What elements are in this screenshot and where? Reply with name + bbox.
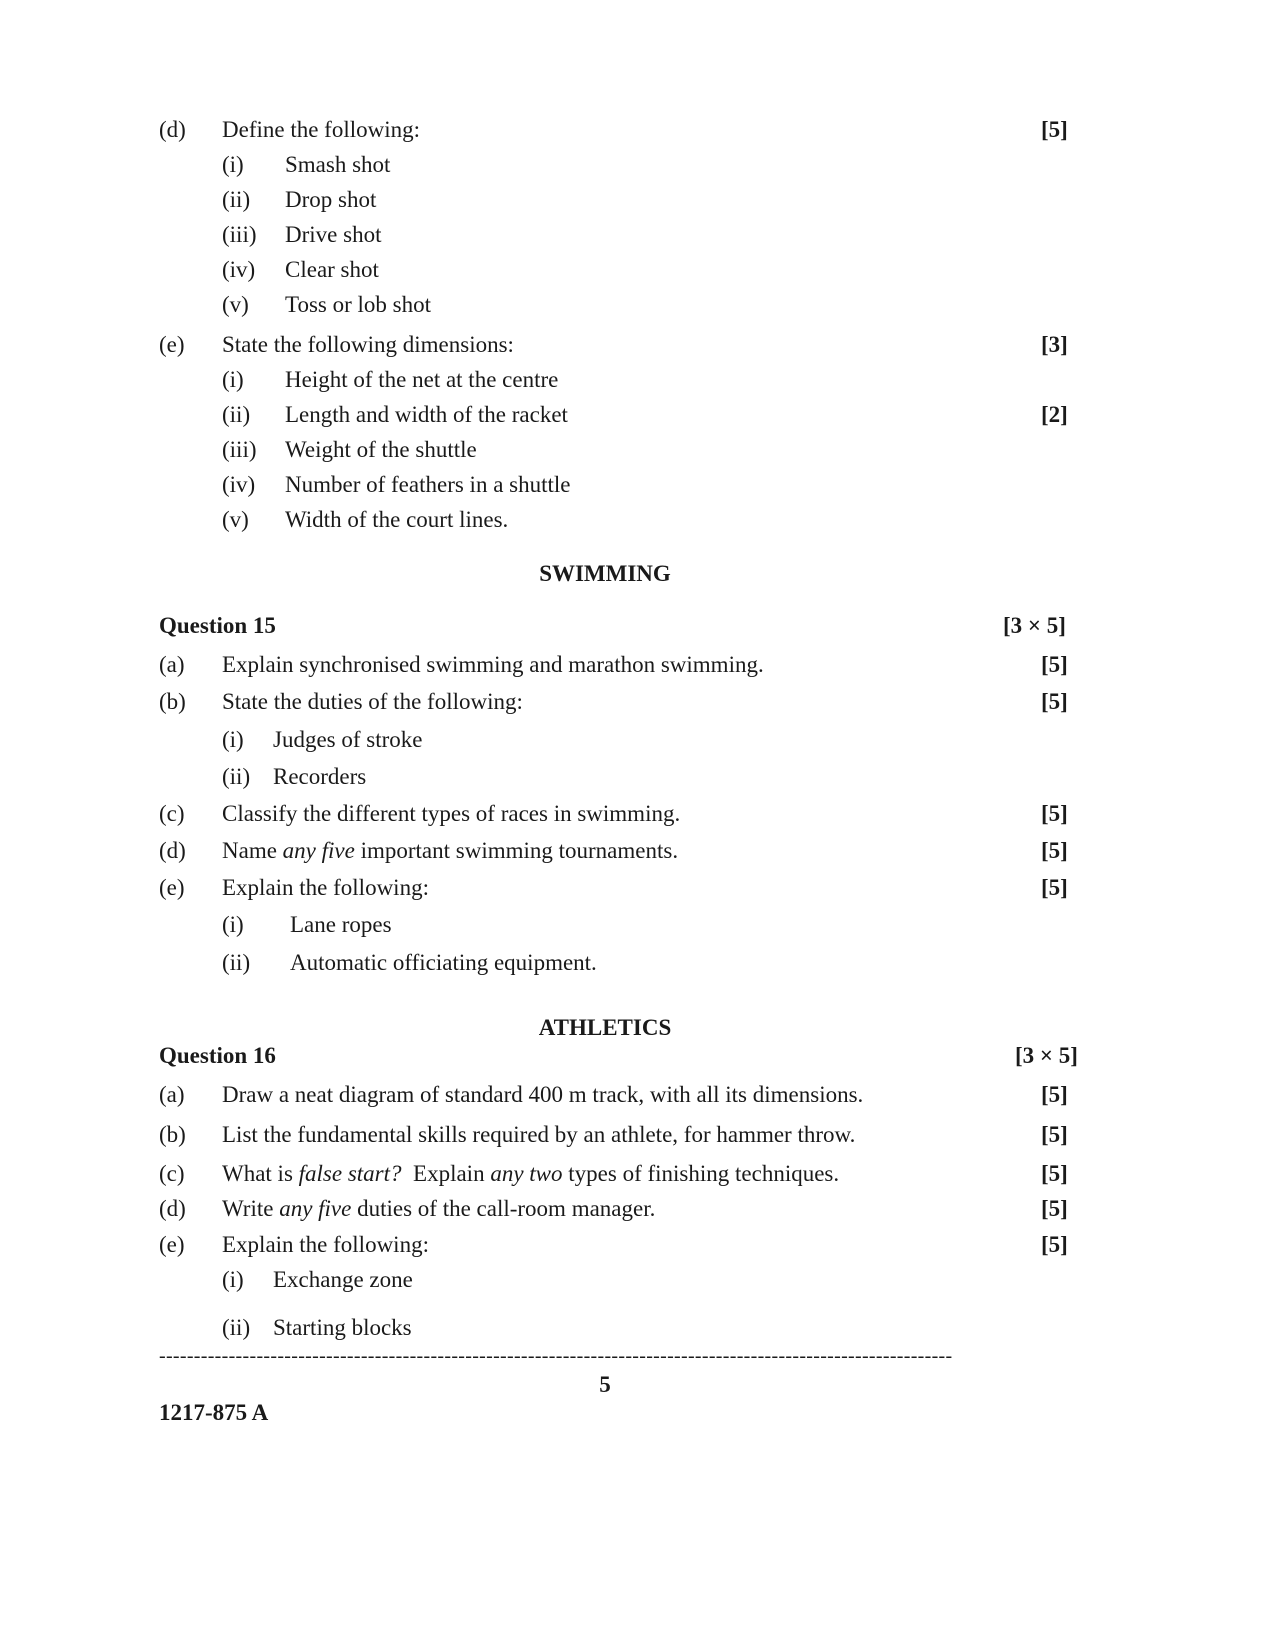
marks-badge: [5] xyxy=(1041,1196,1068,1221)
paper-code: 1217-875 A xyxy=(159,1400,269,1425)
sub-item-num: (ii) xyxy=(222,402,251,427)
sub-item-num: (v) xyxy=(222,507,249,532)
total-marks: [3 × 5] xyxy=(1003,613,1066,638)
section-heading: ATHLETICS xyxy=(538,1015,672,1040)
sub-item-num: (ii) xyxy=(222,187,251,212)
sub-item-text: Length and width of the racket xyxy=(285,402,568,427)
sub-item-num: (i) xyxy=(222,1267,244,1292)
marks-badge: [5] xyxy=(1041,1232,1068,1257)
sub-item-num: (iii) xyxy=(222,437,257,462)
sub-item-text: Exchange zone xyxy=(273,1267,413,1292)
sub-item-num: (ii) xyxy=(222,764,251,789)
sub-item-num: (i) xyxy=(222,912,244,937)
question-part-text: State the duties of the following: xyxy=(222,689,523,714)
page-number: 5 xyxy=(599,1372,611,1397)
question-part-label: (b) xyxy=(159,1122,186,1147)
footer-divider: ------------------------------------------------------------------------------------------------------------------ xyxy=(159,1346,953,1366)
sub-item-text: Height of the net at the centre xyxy=(285,367,559,392)
sub-item-text: Smash shot xyxy=(285,152,391,177)
marks-badge: [5] xyxy=(1041,838,1068,863)
question-part-label: (c) xyxy=(159,1161,185,1186)
sub-item-text: Toss or lob shot xyxy=(285,292,431,317)
question-part-text: Write any five duties of the call-room manager. xyxy=(222,1196,656,1221)
question-part-text: Explain the following: xyxy=(222,875,429,900)
question-part-label: (a) xyxy=(159,652,185,677)
question-title: Question 16 xyxy=(159,1043,276,1068)
sub-item-text: Recorders xyxy=(273,764,367,789)
marks-badge: [5] xyxy=(1041,801,1068,826)
marks-badge: [3] xyxy=(1041,332,1068,357)
sub-item-text: Drop shot xyxy=(285,187,377,212)
marks-badge: [5] xyxy=(1041,1161,1068,1186)
sub-item-text: Width of the court lines. xyxy=(285,507,509,532)
sub-item-num: (i) xyxy=(222,727,244,752)
sub-item-num: (i) xyxy=(222,152,244,177)
question-part-label: (d) xyxy=(159,1196,186,1221)
sub-item-num: (v) xyxy=(222,292,249,317)
question-title: Question 15 xyxy=(159,613,276,638)
question-part-text: State the following dimensions: xyxy=(222,332,514,357)
total-marks: [3 × 5] xyxy=(1015,1043,1078,1068)
marks-badge: [5] xyxy=(1041,1122,1068,1147)
sub-item-text: Automatic officiating equipment. xyxy=(290,950,597,975)
question-part-text: List the fundamental skills required by an athlete, for hammer throw. xyxy=(222,1122,856,1147)
question-part-label: (a) xyxy=(159,1082,185,1107)
marks-badge: [5] xyxy=(1041,117,1068,142)
sub-item-text: Judges of stroke xyxy=(273,727,423,752)
question-part-label: (b) xyxy=(159,689,186,714)
marks-badge: [5] xyxy=(1041,689,1068,714)
question-part-label: (d) xyxy=(159,117,186,142)
sub-item-num: (ii) xyxy=(222,1315,251,1340)
sub-item-text: Clear shot xyxy=(285,257,379,282)
question-part-label: (e) xyxy=(159,332,185,357)
sub-item-text: Drive shot xyxy=(285,222,382,247)
question-part-text: Classify the different types of races in swimming. xyxy=(222,801,681,826)
sub-item-num: (iv) xyxy=(222,257,256,282)
question-part-text: Define the following: xyxy=(222,117,421,142)
question-part-label: (e) xyxy=(159,875,185,900)
marks-badge: [5] xyxy=(1041,875,1068,900)
sub-item-text: Starting blocks xyxy=(273,1315,412,1340)
sub-item-num: (iii) xyxy=(222,222,257,247)
section-heading: SWIMMING xyxy=(539,561,671,586)
marks-badge: [5] xyxy=(1041,652,1068,677)
question-part-text: Draw a neat diagram of standard 400 m track, with all its dimensions. xyxy=(222,1082,864,1107)
question-part-label: (e) xyxy=(159,1232,185,1257)
question-part-text: Name any five important swimming tournaments. xyxy=(222,838,679,863)
question-part-label: (d) xyxy=(159,838,186,863)
marks-badge: [2] xyxy=(1041,402,1068,427)
marks-badge: [5] xyxy=(1041,1082,1068,1107)
sub-item-num: (ii) xyxy=(222,950,251,975)
question-part-label: (c) xyxy=(159,801,185,826)
sub-item-num: (i) xyxy=(222,367,244,392)
question-part-text: Explain the following: xyxy=(222,1232,429,1257)
question-part-text: Explain synchronised swimming and marathon swimming. xyxy=(222,652,764,677)
question-part-text: What is false start? Explain any two types of finishing techniques. xyxy=(222,1161,840,1186)
sub-item-text: Number of feathers in a shuttle xyxy=(285,472,571,497)
sub-item-text: Weight of the shuttle xyxy=(285,437,477,462)
sub-item-num: (iv) xyxy=(222,472,256,497)
sub-item-text: Lane ropes xyxy=(290,912,392,937)
